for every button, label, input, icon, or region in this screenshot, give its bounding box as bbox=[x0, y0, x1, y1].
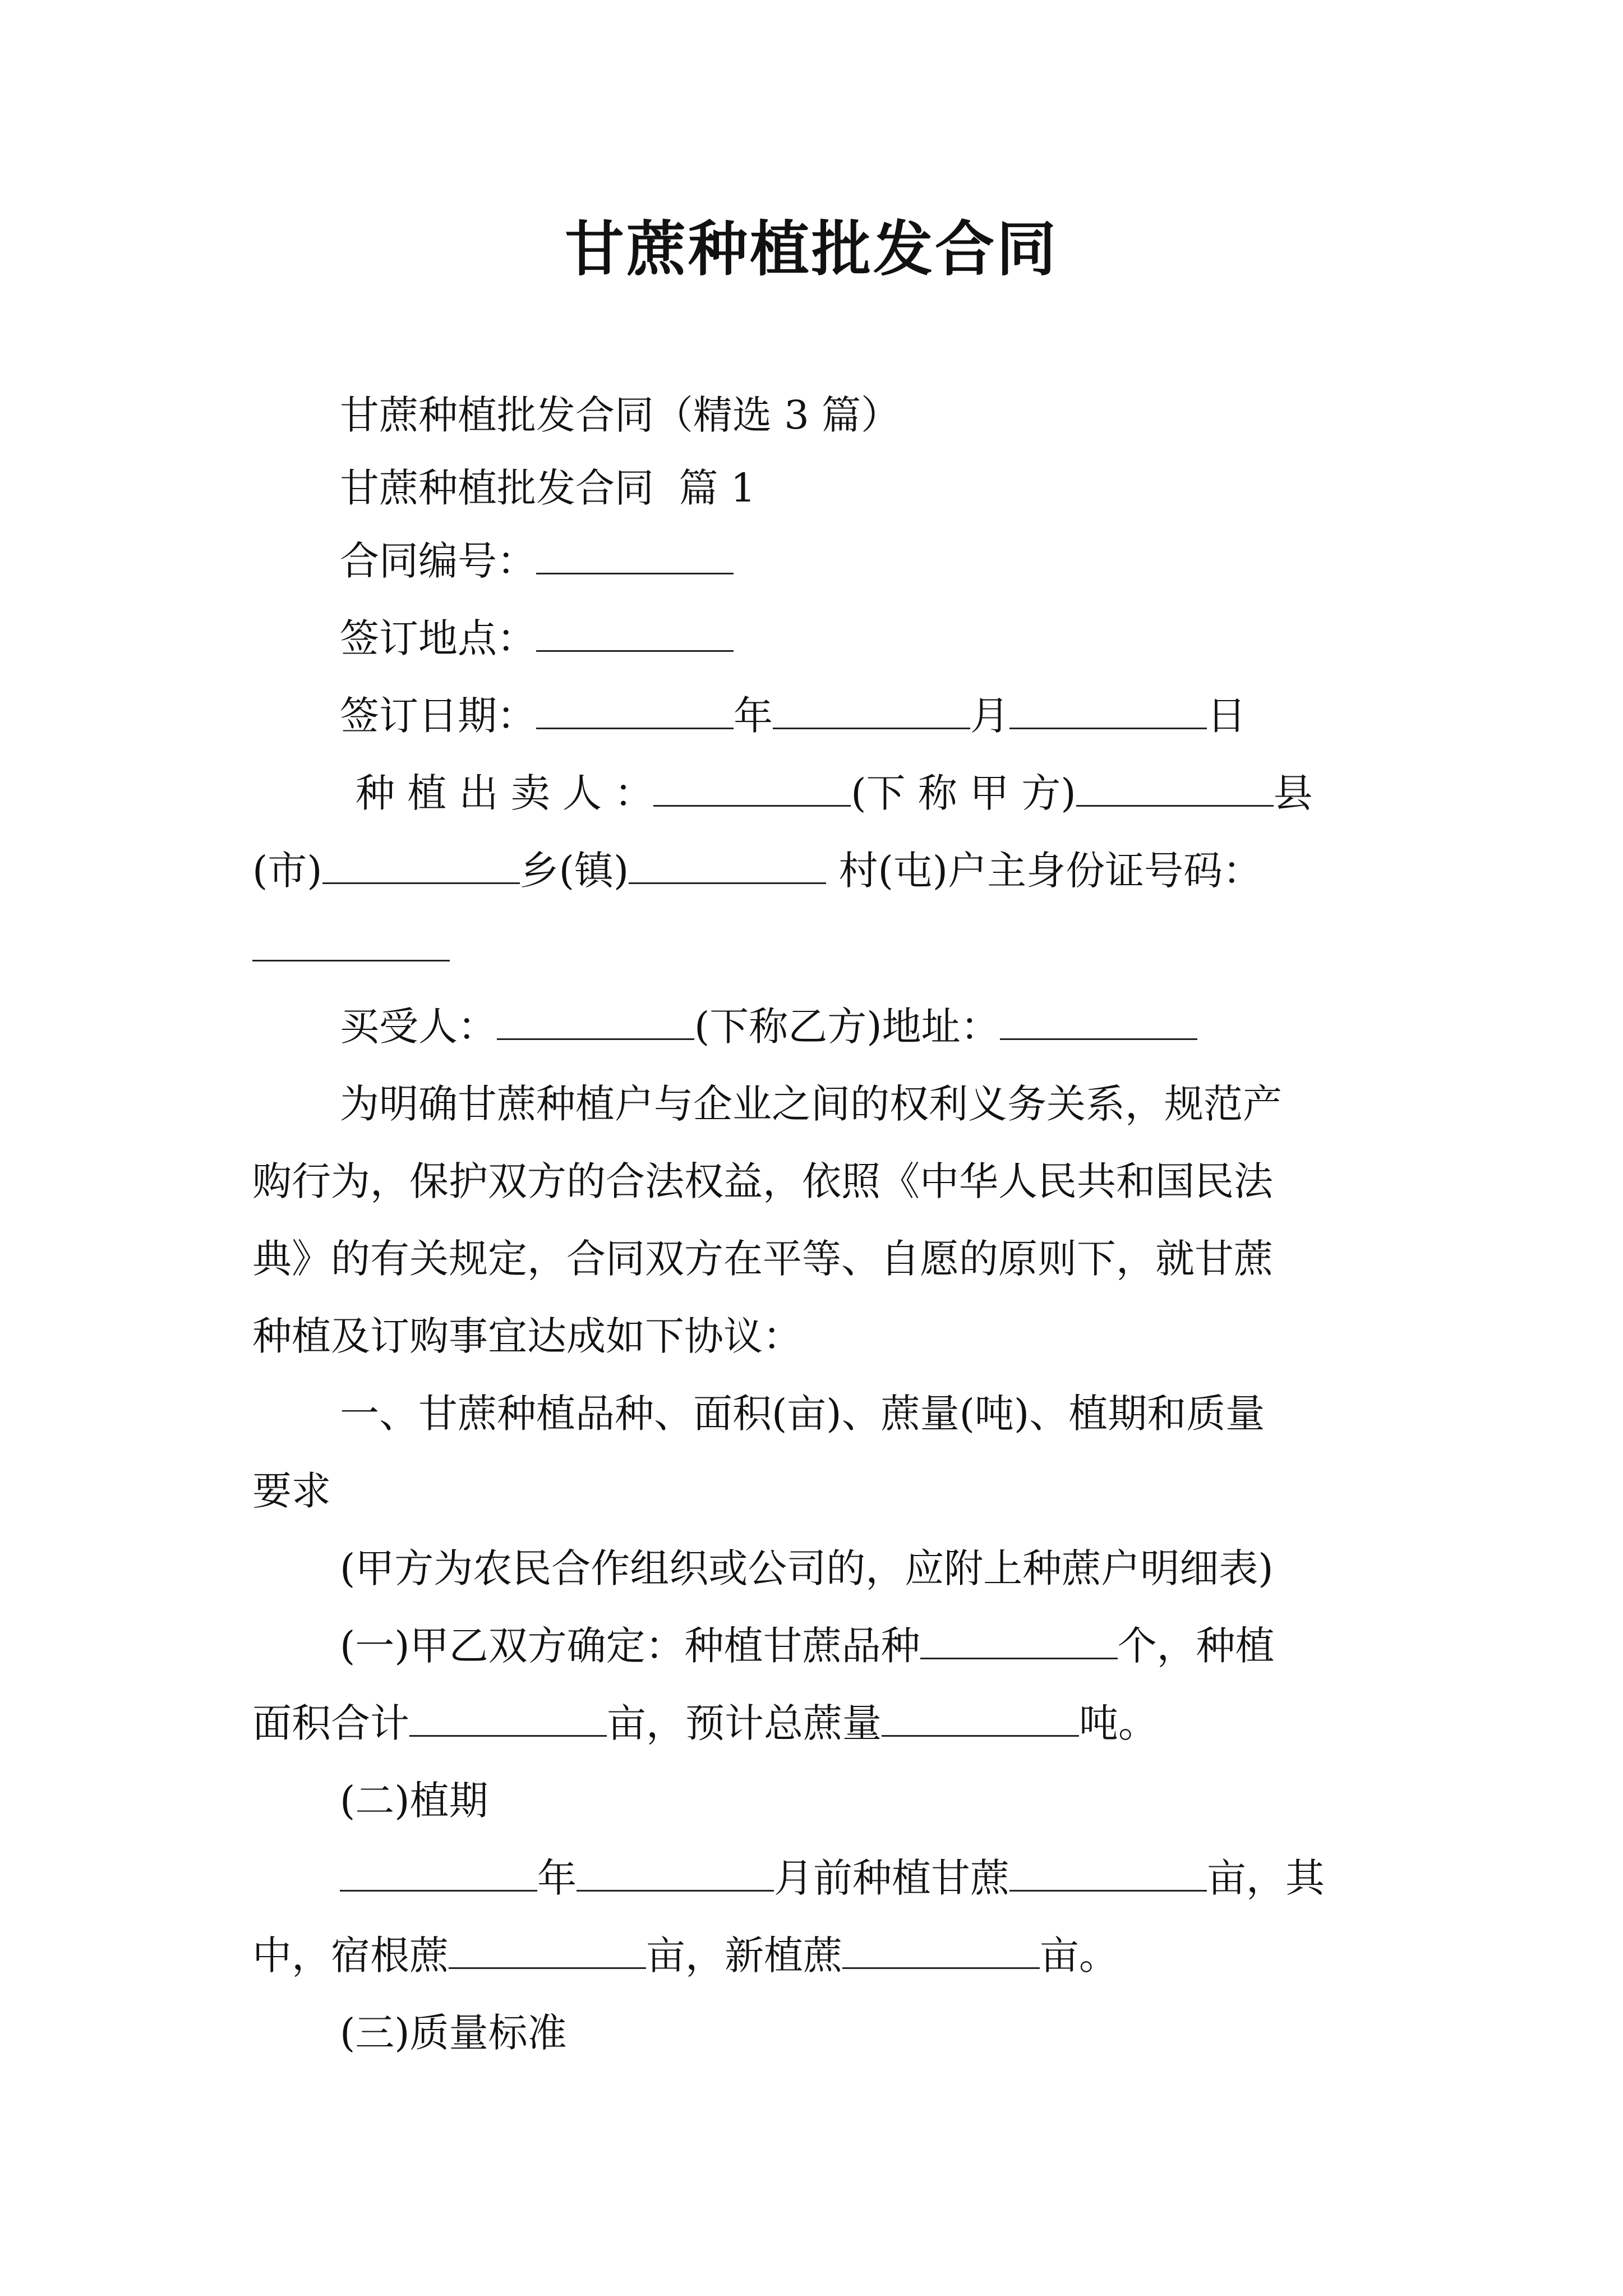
item-3-heading: (三)质量标准 bbox=[340, 2010, 567, 2056]
section-1-heading-line-1: 一、甘蔗种植品种、面积(亩)、蔗量(吨)、植期和质量 bbox=[340, 1391, 1265, 1437]
buyer-line bbox=[340, 999, 1461, 1055]
item-2-ratoon-label: 中，宿根蔗 bbox=[252, 1932, 449, 1978]
preamble-line-3: 典》的有关规定，合同双方在平等、自愿的原则下，就甘蔗 bbox=[252, 1236, 1273, 1282]
item-2-new-label: 亩，新植蔗 bbox=[646, 1932, 842, 1978]
sign-place-blank bbox=[536, 613, 734, 652]
item-1-line-1 bbox=[340, 1618, 1461, 1674]
seller-id-label: 村(屯)户主身份证号码： bbox=[826, 848, 1262, 894]
seller-city-label: (市) bbox=[252, 848, 322, 894]
item-1-yield-blank bbox=[882, 1698, 1079, 1737]
item-1-yield-unit: 吨。 bbox=[1079, 1700, 1158, 1746]
sign-place-label: 签订地点： bbox=[340, 615, 536, 661]
seller-town-blank bbox=[322, 845, 520, 885]
buyer-name-blank bbox=[497, 1001, 694, 1041]
sign-date-day: 日 bbox=[1207, 693, 1246, 739]
section-1-note: (甲方为农民合作组织或公司的，应附上种蔗户明细表) bbox=[340, 1545, 1274, 1591]
item-2-heading: (二)植期 bbox=[340, 1778, 488, 1824]
sign-date-day-blank bbox=[1009, 691, 1207, 730]
item-1-area-blank bbox=[409, 1698, 607, 1737]
seller-id-line bbox=[252, 920, 1374, 976]
sign-date-line bbox=[340, 688, 1461, 744]
sign-place-line bbox=[340, 610, 1461, 666]
section-1-heading-line-2: 要求 bbox=[252, 1468, 331, 1514]
item-2-plant-label: 月前种植甘蔗 bbox=[774, 1855, 1009, 1901]
seller-alias: (下 称 甲 方) bbox=[851, 770, 1076, 816]
seller-name-blank bbox=[653, 768, 851, 807]
preamble-line-2: 购行为，保护双方的合法权益，依照《中华人民共和国民法 bbox=[252, 1158, 1273, 1204]
item-1-area-label: 面积合计 bbox=[252, 1700, 409, 1746]
contract-number-blank bbox=[536, 536, 734, 575]
contract-number-label: 合同编号： bbox=[340, 538, 536, 584]
seller-line-1 bbox=[356, 765, 1477, 821]
sign-date-year: 年 bbox=[734, 693, 773, 739]
item-1-variety-unit: 个，种植 bbox=[1117, 1623, 1275, 1669]
seller-id-blank bbox=[252, 923, 450, 962]
seller-line-2 bbox=[252, 843, 1374, 899]
item-2-new-unit: 亩。 bbox=[1040, 1932, 1118, 1978]
item-2-year-label: 年 bbox=[537, 1855, 577, 1901]
buyer-address-label: (下称乙方)地址： bbox=[694, 1004, 1000, 1050]
contract-number-line bbox=[340, 533, 1461, 589]
seller-village-blank bbox=[629, 845, 826, 885]
sign-date-month-blank bbox=[773, 691, 970, 730]
item-2-new-blank bbox=[842, 1930, 1040, 1970]
buyer-address-blank bbox=[1000, 1001, 1197, 1041]
document-title: 甘蔗种植批发合同 bbox=[565, 214, 1058, 284]
sign-date-label: 签订日期： bbox=[340, 693, 536, 739]
preamble-line-1: 为明确甘蔗种植户与企业之间的权利义务关系，规范产 bbox=[340, 1081, 1282, 1127]
subtitle: 甘蔗种植批发合同（精选 3 篇） bbox=[340, 392, 901, 438]
item-2-plant-unit: 亩，其 bbox=[1207, 1855, 1325, 1901]
part-heading: 甘蔗种植批发合同 篇 1 bbox=[340, 465, 756, 511]
item-1-variety-label: (一)甲乙双方确定：种植甘蔗品种 bbox=[340, 1623, 920, 1669]
item-2-year-blank bbox=[340, 1853, 537, 1892]
seller-label: 种 植 出 卖 人 ： bbox=[356, 770, 654, 816]
sign-date-month: 月 bbox=[970, 693, 1009, 739]
seller-town-label: 乡(镇) bbox=[519, 848, 629, 894]
item-2-line-2 bbox=[252, 1927, 1374, 1984]
item-2-line-1 bbox=[340, 1850, 1461, 1906]
seller-county-label: 县 bbox=[1273, 770, 1313, 816]
item-1-variety-blank bbox=[920, 1621, 1118, 1660]
buyer-label: 买受人： bbox=[340, 1004, 497, 1050]
item-2-plant-blank bbox=[1009, 1853, 1207, 1892]
sign-date-year-blank bbox=[536, 691, 734, 730]
item-1-yield-label: 亩，预计总蔗量 bbox=[607, 1700, 882, 1746]
item-2-month-blank bbox=[577, 1853, 774, 1892]
item-2-ratoon-blank bbox=[449, 1930, 646, 1970]
seller-county-blank bbox=[1076, 768, 1274, 807]
item-1-line-2 bbox=[252, 1695, 1374, 1751]
preamble-line-4: 种植及订购事宜达成如下协议： bbox=[252, 1313, 802, 1359]
